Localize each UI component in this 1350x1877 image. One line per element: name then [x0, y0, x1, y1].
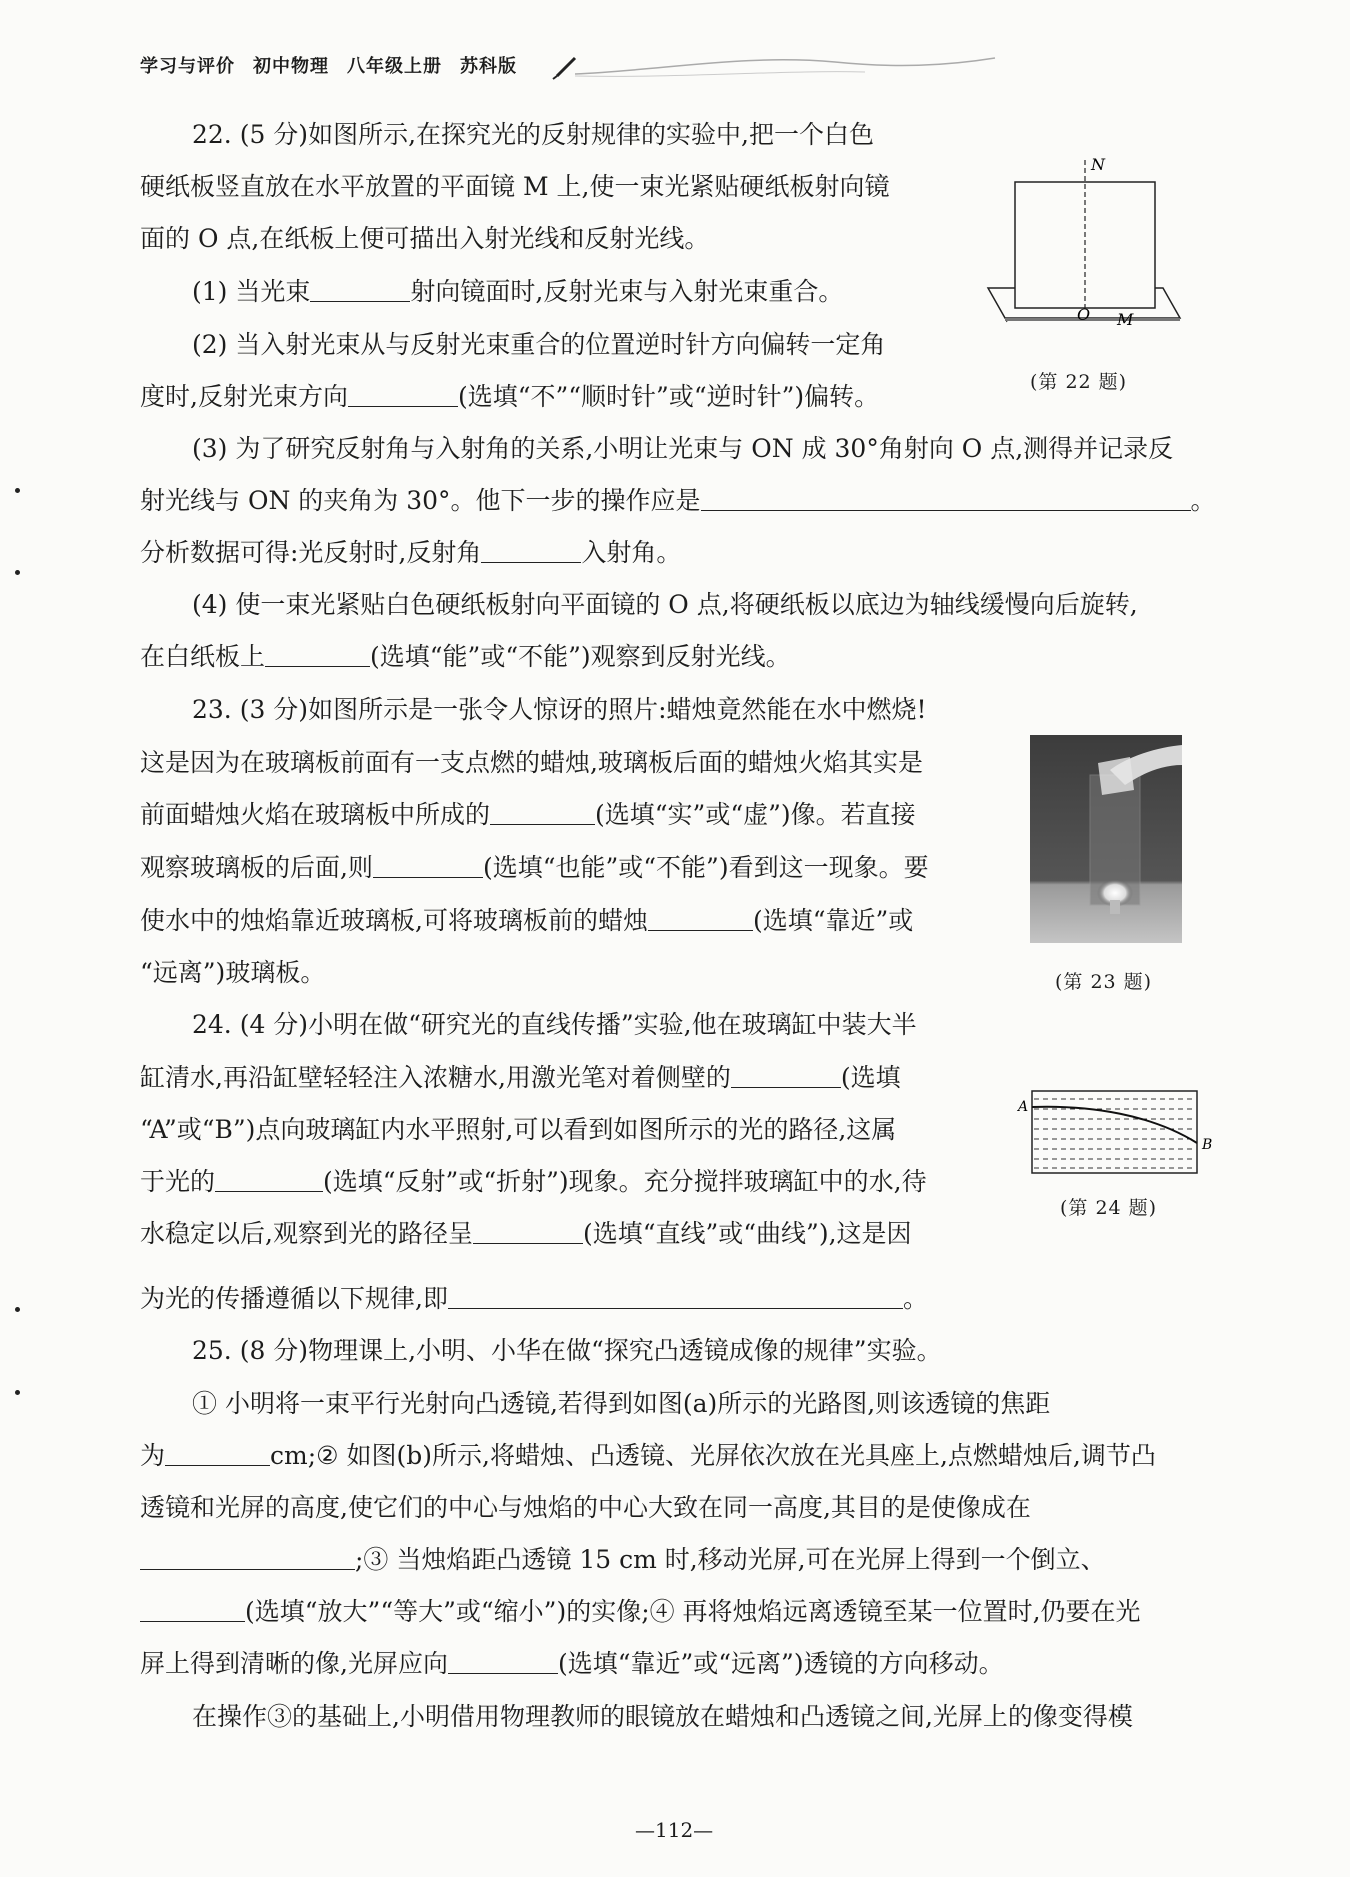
header-subject: 初中物理	[253, 56, 329, 77]
page-header	[140, 48, 535, 82]
fig23-caption: (第 23 题)	[1055, 971, 1153, 993]
text-segment: (选填“放大”“等大”或“缩小”)的实像;④ 再将烛焰远离透镜至某一位置时,仍要在光	[245, 1597, 1141, 1626]
text-line	[140, 1638, 1004, 1690]
text-segment: (选填“也能”或“不能”)看到这一现象。要	[482, 853, 929, 882]
text-line: 24. (4 分)小明在做“研究光的直线传播”实验,他在玻璃缸中装大半	[192, 1010, 917, 1039]
text-segment: (选填“实”或“虚”)像。若直接	[595, 800, 916, 829]
text-line: 25. (8 分)物理课上,小明、小华在做“探究凸透镜成像的规律”实验。	[192, 1336, 942, 1365]
answer-blank[interactable]	[648, 906, 753, 931]
answer-blank[interactable]	[448, 1284, 903, 1309]
text-segment: 。	[902, 1284, 928, 1313]
answer-blank[interactable]	[348, 382, 458, 407]
text-line	[140, 1586, 1141, 1638]
text-segment: 水稳定以后,观察到光的路径呈	[140, 1219, 473, 1248]
text-segment: 度时,反射光束方向	[140, 382, 348, 411]
answer-blank[interactable]	[310, 277, 410, 302]
margin-mark	[15, 488, 20, 493]
text-line	[140, 895, 913, 947]
answer-blank[interactable]	[215, 1167, 323, 1192]
text-line: (2) 当入射光束从与反射光束重合的位置逆时针方向偏转一定角	[192, 330, 886, 359]
text-line: 这是因为在玻璃板前面有一支点燃的蜡烛,玻璃板后面的蜡烛火焰其实是	[140, 748, 923, 777]
text-segment: 入射角。	[581, 538, 682, 567]
text-line	[140, 1052, 901, 1104]
answer-blank[interactable]	[165, 1441, 270, 1466]
text-line	[140, 1156, 927, 1208]
text-segment: 缸清水,再沿缸壁轻轻注入浓糖水,用激光笔对着侧壁的	[140, 1063, 731, 1092]
answer-blank[interactable]	[473, 1219, 583, 1244]
text-segment: (选填“不”“顺时针”或“逆时针”)偏转。	[457, 382, 880, 411]
figure-24-glass-tank	[1012, 1085, 1212, 1185]
text-segment: 观察玻璃板的后面,则	[140, 853, 373, 882]
answer-blank[interactable]	[490, 800, 595, 825]
answer-blank[interactable]	[701, 486, 1191, 511]
text-line	[140, 266, 843, 318]
text-line: ① 小明将一束平行光射向凸透镜,若得到如图(a)所示的光路图,则该透镜的焦距	[192, 1389, 1051, 1418]
text-segment: 屏上得到清晰的像,光屏应向	[140, 1649, 448, 1678]
text-segment: 为	[140, 1441, 166, 1470]
text-segment: (选填“反射”或“折射”)现象。充分搅拌玻璃缸中的水,待	[323, 1167, 927, 1196]
fig24-label-b: B	[1202, 1137, 1212, 1153]
text-line: “远离”)玻璃板。	[140, 958, 326, 987]
text-segment: 前面蜡烛火焰在玻璃板中所成的	[140, 800, 491, 829]
text-line	[140, 527, 681, 579]
text-line	[140, 371, 879, 423]
text-line	[140, 1430, 1156, 1482]
fig22-caption: (第 22 题)	[1030, 371, 1128, 393]
fig22-label-o: O	[1077, 305, 1091, 324]
answer-blank[interactable]	[731, 1063, 841, 1088]
answer-blank[interactable]	[481, 538, 581, 563]
figure-23-candle-photo	[1030, 735, 1182, 943]
text-line: 透镜和光屏的高度,使它们的中心与烛焰的中心大致在同一高度,其目的是使像成在	[140, 1493, 1031, 1522]
text-segment: 分析数据可得:光反射时,反射角	[140, 538, 482, 567]
header-grade: 八年级上册	[347, 56, 442, 77]
page-number: —112—	[635, 1818, 714, 1842]
text-line: “A”或“B”)点向玻璃缸内水平照射,可以看到如图所示的光的路径,这属	[140, 1115, 897, 1144]
text-segment: 。	[1190, 486, 1216, 515]
text-line	[140, 631, 791, 683]
text-line	[140, 1534, 1106, 1586]
text-line	[140, 475, 1216, 527]
text-segment: 射光线与 ON 的夹角为 30°。他下一步的操作应是	[140, 486, 701, 515]
margin-mark	[15, 1307, 20, 1312]
text-segment: 于光的	[140, 1167, 216, 1196]
fig24-label-a: A	[1018, 1099, 1029, 1115]
text-segment: (1) 当光束	[192, 277, 311, 306]
text-segment: (选填“靠近”或“远离”)透镜的方向移动。	[557, 1649, 1004, 1678]
text-segment: 为光的传播遵循以下规律,即	[140, 1284, 448, 1313]
header-swoosh-icon	[545, 48, 1005, 82]
text-line	[140, 1273, 928, 1325]
figure-22-mirror-board	[985, 150, 1185, 350]
answer-blank[interactable]	[140, 1545, 355, 1570]
text-line: 面的 O 点,在纸板上便可描出入射光线和反射光线。	[140, 224, 710, 253]
answer-blank[interactable]	[140, 1597, 245, 1622]
text-line	[140, 842, 929, 894]
text-segment: 射向镜面时,反射光束与入射光束重合。	[410, 277, 844, 306]
answer-blank[interactable]	[373, 853, 483, 878]
text-line: 23. (3 分)如图所示是一张令人惊讶的照片:蜡烛竟然能在水中燃烧!	[192, 695, 927, 724]
fig24-caption: (第 24 题)	[1060, 1197, 1158, 1219]
header-edition: 苏科版	[460, 56, 517, 77]
text-segment: (选填“直线”或“曲线”),这是因	[582, 1219, 912, 1248]
text-segment: cm;② 如图(b)所示,将蜡烛、凸透镜、光屏依次放在光具座上,点燃蜡烛后,调节凸	[270, 1441, 1156, 1470]
text-line: (4) 使一束光紧贴白色硬纸板射向平面镜的 O 点,将硬纸板以底边为轴线缓慢向后旋转,	[192, 590, 1138, 619]
text-line	[140, 1208, 912, 1260]
fig22-label-m: M	[1117, 310, 1134, 329]
text-segment: ;③ 当烛焰距凸透镜 15 cm 时,移动光屏,可在光屏上得到一个倒立、	[355, 1545, 1106, 1574]
margin-mark	[15, 570, 20, 575]
margin-mark	[15, 1390, 20, 1395]
text-segment: (选填	[840, 1063, 901, 1092]
text-line: (3) 为了研究反射角与入射角的关系,小明让光束与 ON 成 30°角射向 O 点,测得并记录反	[192, 434, 1174, 463]
text-line: 硬纸板竖直放在水平放置的平面镜 M 上,使一束光紧贴硬纸板射向镜	[140, 172, 890, 201]
text-line: 在操作③的基础上,小明借用物理教师的眼镜放在蜡烛和凸透镜之间,光屏上的像变得模	[192, 1702, 1133, 1731]
text-segment: 使水中的烛焰靠近玻璃板,可将玻璃板前的蜡烛	[140, 906, 648, 935]
text-segment: 在白纸板上	[140, 642, 266, 671]
answer-blank[interactable]	[448, 1649, 558, 1674]
header-book: 学习与评价	[140, 56, 235, 77]
text-segment: (选填“靠近”或	[752, 906, 914, 935]
answer-blank[interactable]	[265, 642, 370, 667]
fig22-label-n: N	[1091, 155, 1105, 174]
text-line	[140, 789, 916, 841]
text-line: 22. (5 分)如图所示,在探究光的反射规律的实验中,把一个白色	[192, 120, 874, 149]
text-segment: (选填“能”或“不能”)观察到反射光线。	[370, 642, 791, 671]
